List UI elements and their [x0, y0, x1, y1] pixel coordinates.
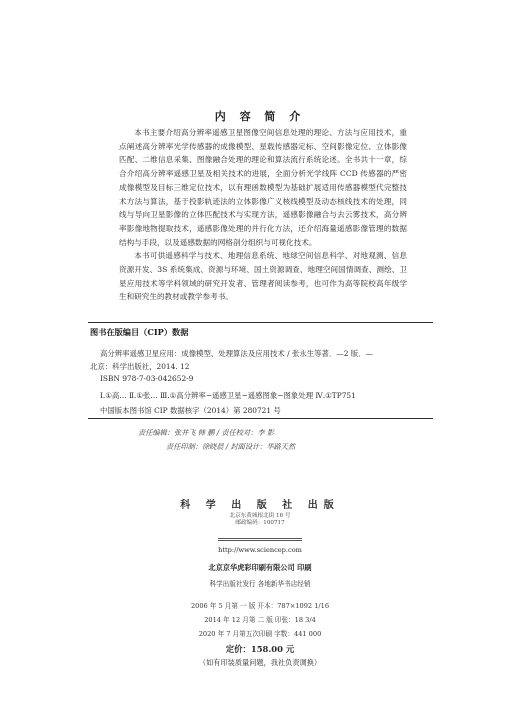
publisher-website: http://www.sciencep.com: [218, 546, 302, 554]
printer-line: 北京京华虎彩印刷有限公司 印刷: [208, 563, 312, 572]
cip-heading: 图书在版编目（CIP）数据: [90, 327, 189, 337]
edition-line-2: 2014 年 12 月第 二 版 印张：18 3/4: [204, 616, 316, 624]
cip-classification-line: Ⅰ.①高… Ⅱ.①张… Ⅲ.①高分辨率−遥感卫星−遥感图象−图象处理 Ⅳ.①TP751: [100, 391, 356, 400]
publisher-name: 科 学 出 版 社 出版: [180, 500, 340, 511]
editor-line-1: 责任编辑：张井飞 韩 鹏 / 责任校对：李 影: [138, 428, 275, 437]
edition-line-3: 2020 年 7 月第五次印刷 字数：441 000: [198, 630, 322, 638]
abstract-body: [119, 126, 407, 304]
cip-top-rule: [88, 322, 433, 323]
website-divider-2: [218, 540, 302, 541]
website-divider-1: [218, 538, 302, 539]
editor-line-2: 责任印制：徐晓晨 / 封面设计：华路天然: [166, 442, 296, 451]
cip-isbn-line: ISBN 978-7-03-042652-9: [100, 374, 194, 383]
abstract-paragraph-2: 本书可供遥感科学与技术、地理信息系统、地球空间信息科学、对地观测、信息资源开发、3S 系统集成、资源与环境、国土资源调查、地理空间国情调查、测绘、卫星应用技术等学科领域的研究开发者、管理者阅读参考，也可作为高等院校高年级学生和研究生的教材或教学参考书。: [119, 251, 407, 302]
price: 定价：158.00 元: [225, 644, 295, 654]
quality-note: （如有印装质量问题，我社负责调换）: [198, 658, 322, 667]
cip-bottom-rule: [88, 418, 433, 419]
abstract-paragraph-1: 本书主要介绍高分辨率遥感卫星图像空间信息处理的理论、方法与应用技术，重点阐述高分辨率光学传感器的成像模型、星载传感器定标、空间影像定位、立体影像匹配、二维信息采集、图像融合处理的理论和算法流行系统论述。全书共十一章，综合介绍高分辨率遥感卫星及相关技术的进展，全面分析光学线阵 CCD 传感器的严密成像模型及目标三维定位技术，以有理函数模型为基础扩展适用传感器模型代完整技术方法与算法，基于投影轨迹法的立体影像广义核线模型及动态核线技术的处理，同线与导向卫星影像的立体匹配技术与实现方法，遥感影像融合与去云雾技术，高分辨率影像地物提取技术，遥感影像处理的并行化方法，还介绍海量遥感影像管理的数据结构与手段，以及遥感数据的网格剖分组织与可视化技术。: [119, 128, 407, 247]
cip-record-number: 中国版本图书馆 CIP 数据核字（2014）第 280721 号: [100, 406, 281, 415]
cip-publisher-line: 北京：科学出版社，2014. 12: [90, 362, 190, 371]
cip-title-line: 高分辨率遥感卫星应用：成像模型、处理算法及应用技术 / 张永生等著．—2 版．—: [100, 349, 373, 358]
abstract-title: 内 容 简 介: [214, 110, 306, 123]
publisher-address: 北京东黄城根北街 16 号: [229, 513, 291, 519]
edition-line-1: 2006 年 5 月第 一 版 开本：787×1092 1/16: [190, 602, 330, 610]
distributor-line: 科学出版社发行 各地新华书店经销: [209, 580, 311, 588]
publisher-postcode: 邮政编码：100717: [235, 520, 285, 526]
